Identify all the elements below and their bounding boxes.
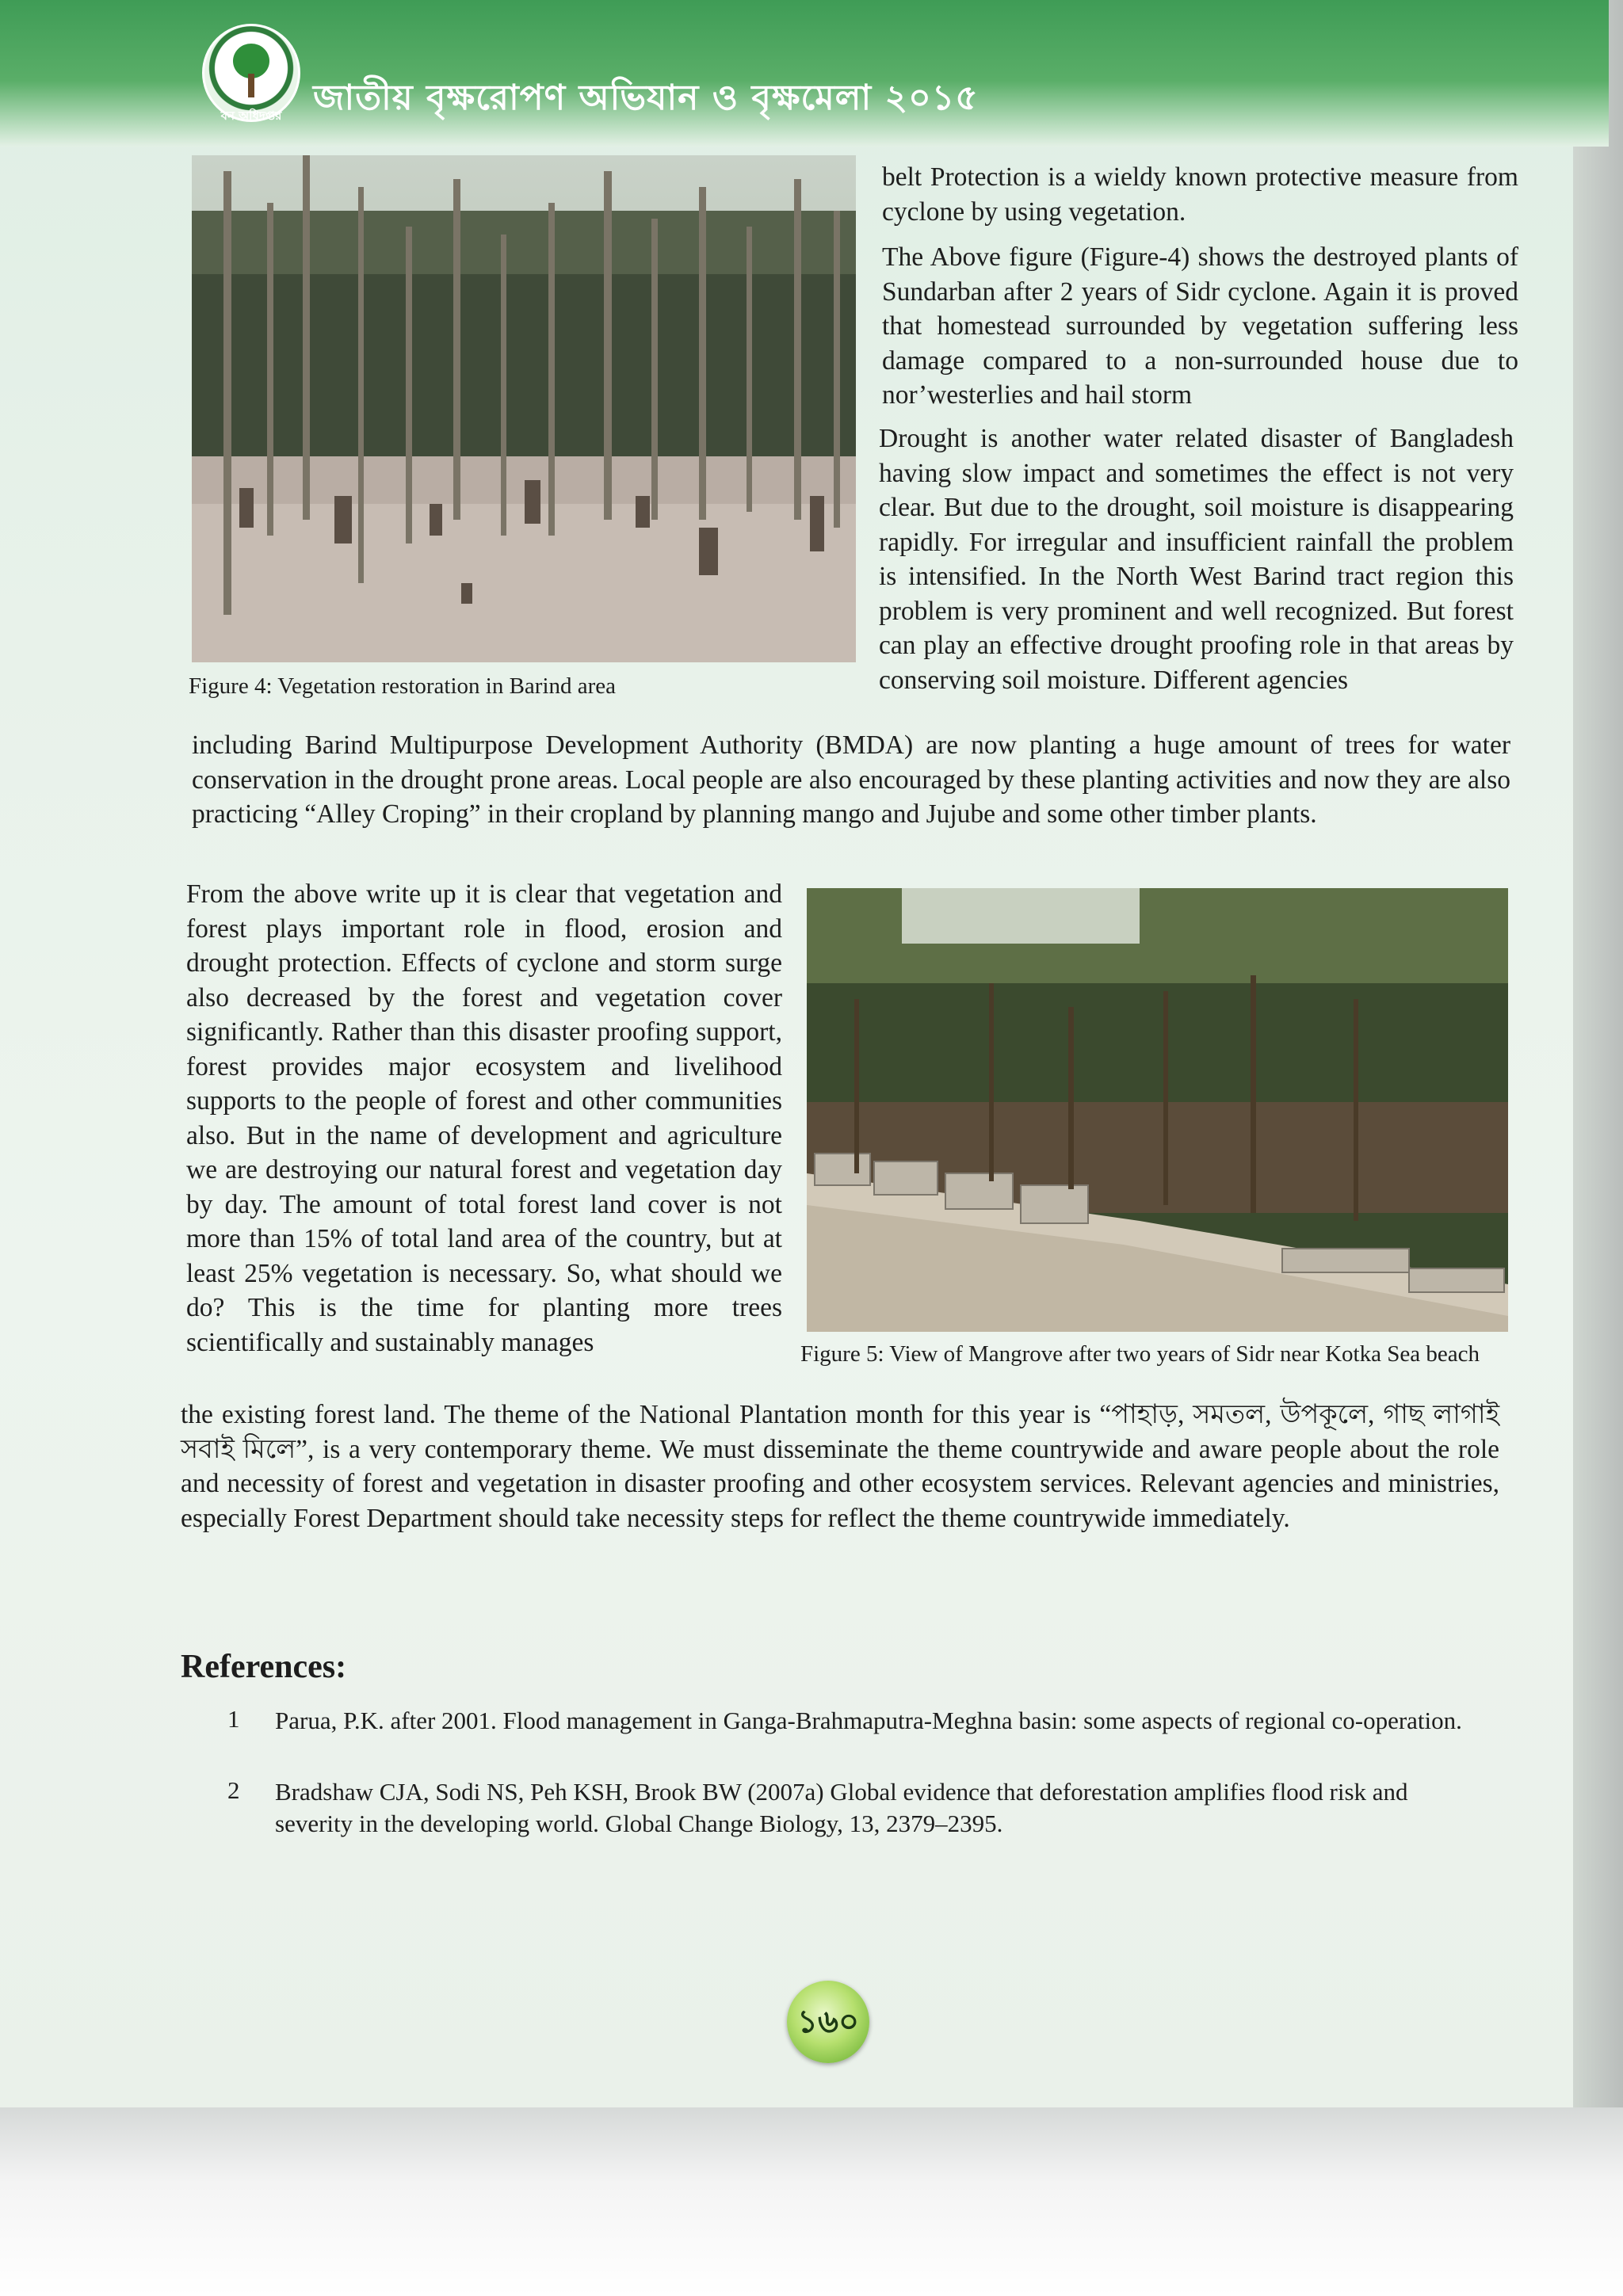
paragraph-drought-continued: including Barind Multipurpose Development Authority (BMDA) are now planting a huge amount of trees for water conservation in the drought prone areas. Local people are also encouraged by these planting activities and now they are also practicing “Alley Croping” in their cropland by planning mango and Jujube and some other timber plants. xyxy=(192,730,1510,829)
scan-edge-right xyxy=(1573,0,1623,2296)
paragraph-conclusion: From the above write up it is clear that vegetation and forest plays important role in flood, erosion and drought protection. Effects of cyclone and storm surge also decreased by the forest and vegetation cover significantly. Rather than this disaster proofing support, forest provides major ecosystem and livelihood supports to the people of forest and other communities also. But in the name of development and agriculture we are destroying our natural forest and vegetation day by day. The amount of total forest land cover is not more than 15% of total land area of the country, but at least 25% vegetation is necessary. So, what should we do? This is the time for planting more trees scientifically and sustainably manages xyxy=(186,879,782,1357)
reference-item: Parua, P.K. after 2001. Flood management in Ganga-Brahmaputra-Meghna basin: some aspects of regional co-operation. xyxy=(275,1707,1462,1734)
page-number-badge: ১৬০ xyxy=(787,1981,869,2063)
reference-item: Bradshaw CJA, Sodi NS, Peh KSH, Brook BW (2007a) Global evidence that deforestation amplifies flood risk and severity in the developing world. Global Change Biology, 13, 2379–2395. xyxy=(275,1778,1408,1837)
figure-4-caption: Figure 4: Vegetation restoration in Barind area xyxy=(189,673,617,699)
header-title: জাতীয় বৃক্ষরোপণ অভিযান ও বৃক্ষমেলা ২০১৫ xyxy=(313,78,979,118)
page-header-band xyxy=(0,0,1609,147)
paragraph-figure-4: The Above figure (Figure-4) shows the destroyed plants of Sundarban after 2 years of Sidr cyclone. Again it is proved that homestead surrounded by vegetation suffering less damage compared to a non-surrounded house due to nor’westerlies and hail storm xyxy=(882,242,1518,410)
figure-4-photo xyxy=(192,155,856,662)
paragraph-belt-protection: belt Protection is a wieldy known protective measure from cyclone by using vegetation. xyxy=(882,162,1518,227)
scan-edge-bottom xyxy=(0,2107,1623,2296)
logo-caption: বন অধিদপ্তর xyxy=(220,109,282,123)
paragraph-drought: Drought is another water related disaster of Bangladesh having slow impact and sometimes the effect is not very clear. But due to the drought, soil moisture is disappearing rapidly. For irregular and insufficient rainfall the problem is intensified. In the North West Barind tract region this problem is very prominent and well recognized. But forest can play an effective drought proofing role in that areas by conserving soil moisture. Different agencies xyxy=(879,424,1514,695)
reference-number: 2 xyxy=(227,1776,240,1804)
reference-number: 1 xyxy=(227,1705,240,1733)
figure-5-caption: Figure 5: View of Mangrove after two years of Sidr near Kotka Sea beach xyxy=(800,1341,1480,1367)
paragraph-conclusion-continued: the existing forest land. The theme of the National Plantation month for this year is “পাহাড়, সমতল, উপকূলে, গাছ লাগাই সবাই মিলে”, is a very contemporary theme. We must disseminate the theme countrywide and aware people about the role and necessity of forest and vegetation in disaster proofing and other ecosystem services. Relevant agencies and ministries, especially Forest Department should take necessity steps for reflect the theme countrywide immediately. xyxy=(181,1400,1499,1533)
references-heading: References: xyxy=(181,1649,347,1685)
figure-5-photo xyxy=(807,888,1508,1332)
